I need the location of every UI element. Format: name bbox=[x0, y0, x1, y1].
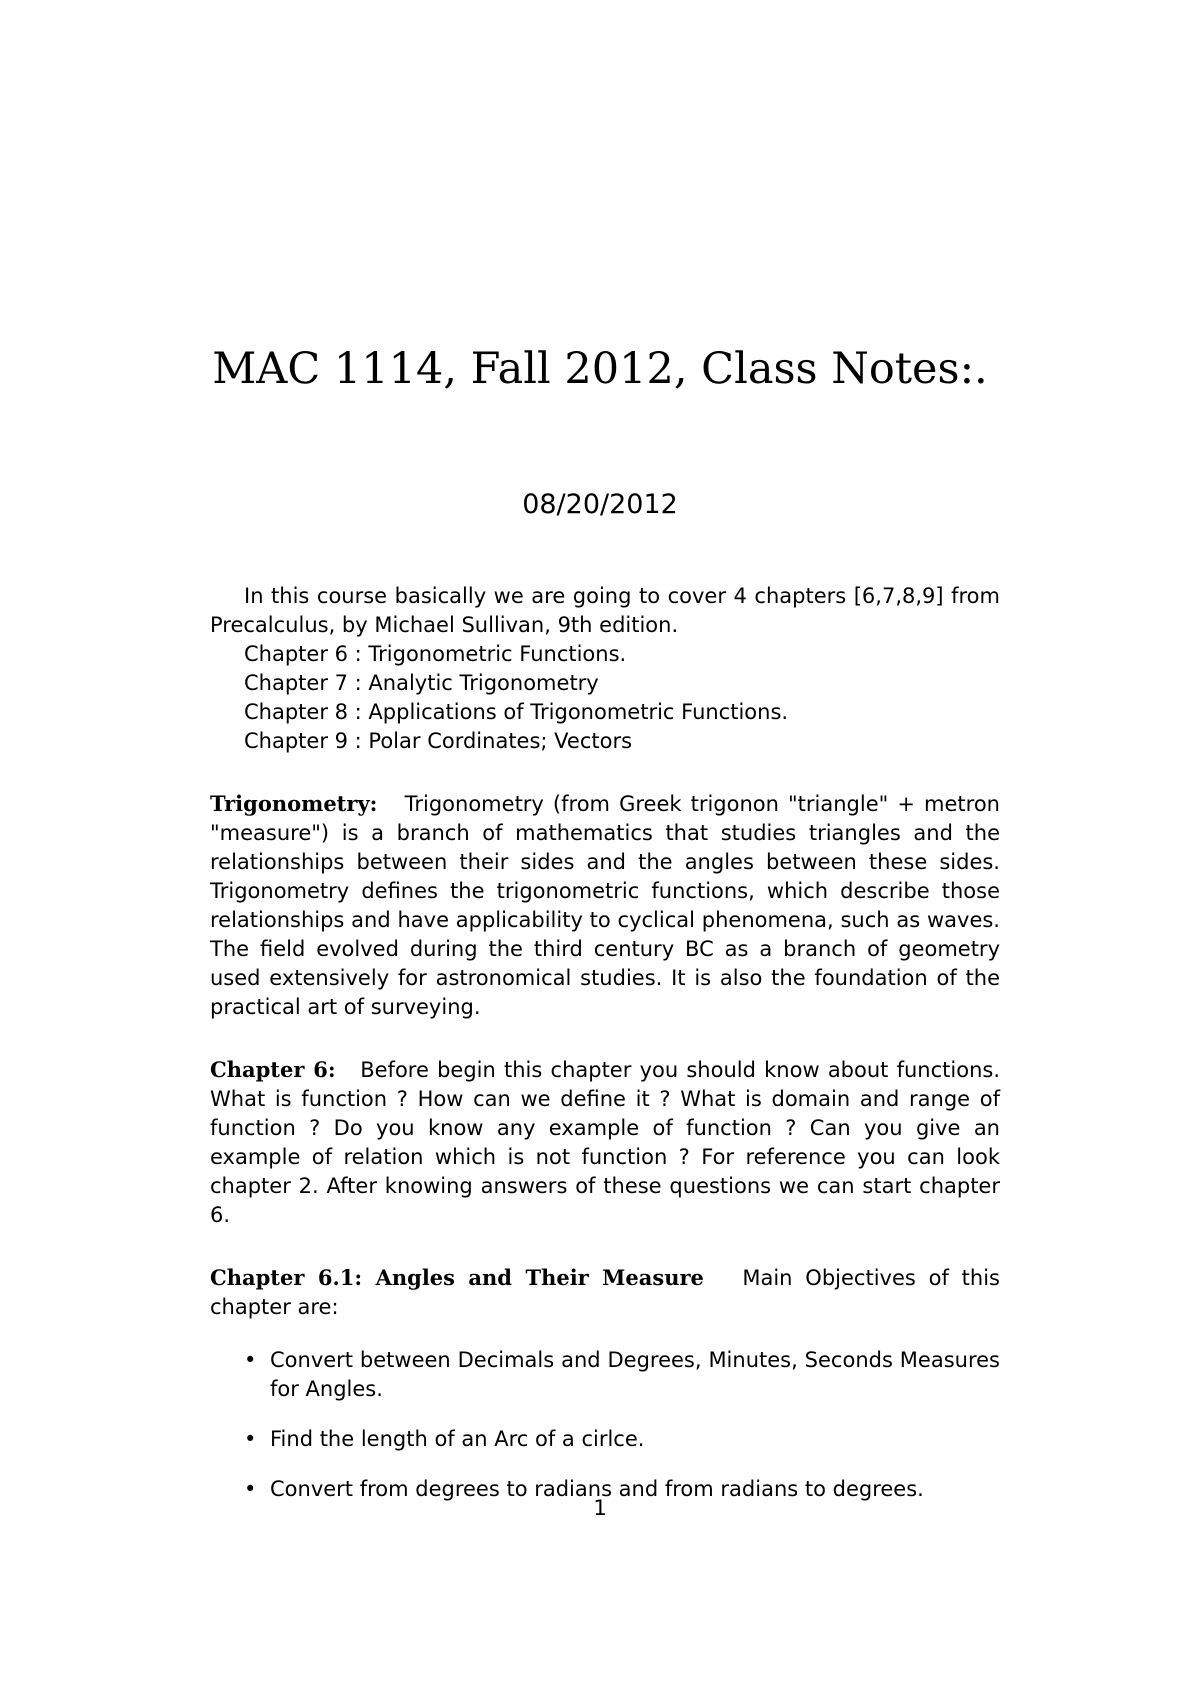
bullet-icon: • bbox=[244, 1348, 257, 1372]
bullet-icon: • bbox=[244, 1427, 257, 1451]
chapter6-heading: Chapter 6: bbox=[210, 1057, 336, 1082]
list-item-text: Convert from degrees to radians and from radians to degrees. bbox=[270, 1477, 924, 1501]
trigonometry-heading: Trigonometry: bbox=[210, 791, 378, 816]
document-body bbox=[210, 582, 1000, 1525]
chapter-list-item: Chapter 8 : Applications of Trigonometric Functions. bbox=[244, 700, 789, 724]
chapter-list-item: Chapter 9 : Polar Cordinates; Vectors bbox=[244, 729, 633, 753]
chapter61-paragraph bbox=[210, 1263, 1000, 1322]
trigonometry-body: Trigonometry (from Greek trigonon "triangle" + metron "measure") is a branch of mathematics that studies triangles and the relationships between their sides and the angles between these sides. Trigonometry defines the trigonometric functions, which describe those relationships and have applicability to cyclical phenomena, such as waves. The field evolved during the third century BC as a branch of geometry used extensively for astronomical studies. It is also the foundation of the practical art of surveying. bbox=[210, 792, 1000, 1019]
list-item-text: Convert between Decimals and Degrees, Minutes, Seconds Measures for Angles. bbox=[270, 1348, 1000, 1401]
chapter-list-item: Chapter 7 : Analytic Trigonometry bbox=[244, 671, 599, 695]
trigonometry-paragraph bbox=[210, 789, 1000, 1022]
chapter6-body: Before begin this chapter you should know about functions. What is function ? How can we define it ? What is domain and range of function ? Do you know any example of function ? Can you give an example of relation which is not function ? For reference you can look chapter 2. After knowing answers of these questions we can start chapter 6. bbox=[210, 1058, 1001, 1227]
date: 08/20/2012 bbox=[522, 489, 678, 520]
intro-paragraph: In this course basically we are going to cover 4 chapters [6,7,8,9] from Precalculus, by Michael Sullivan, 9th edition. bbox=[210, 584, 1000, 637]
chapter61-body: Main Objectives of this chapter are: bbox=[210, 1266, 1001, 1319]
list-item-text: Find the length of an Arc of a cirlce. bbox=[270, 1427, 645, 1451]
bullet-icon: • bbox=[244, 1477, 257, 1501]
list-item bbox=[244, 1346, 1000, 1404]
page-number: 1 bbox=[593, 1496, 607, 1520]
chapter61-heading: Chapter 6.1: Angles and Their Measure bbox=[210, 1265, 704, 1290]
chapter6-paragraph bbox=[210, 1055, 1000, 1230]
objectives-list bbox=[210, 1346, 1000, 1504]
chapter-list-item: Chapter 6 : Trigonometric Functions. bbox=[244, 642, 627, 666]
page-title: MAC 1114, Fall 2012, Class Notes:. bbox=[212, 344, 988, 394]
list-item bbox=[244, 1425, 1000, 1454]
